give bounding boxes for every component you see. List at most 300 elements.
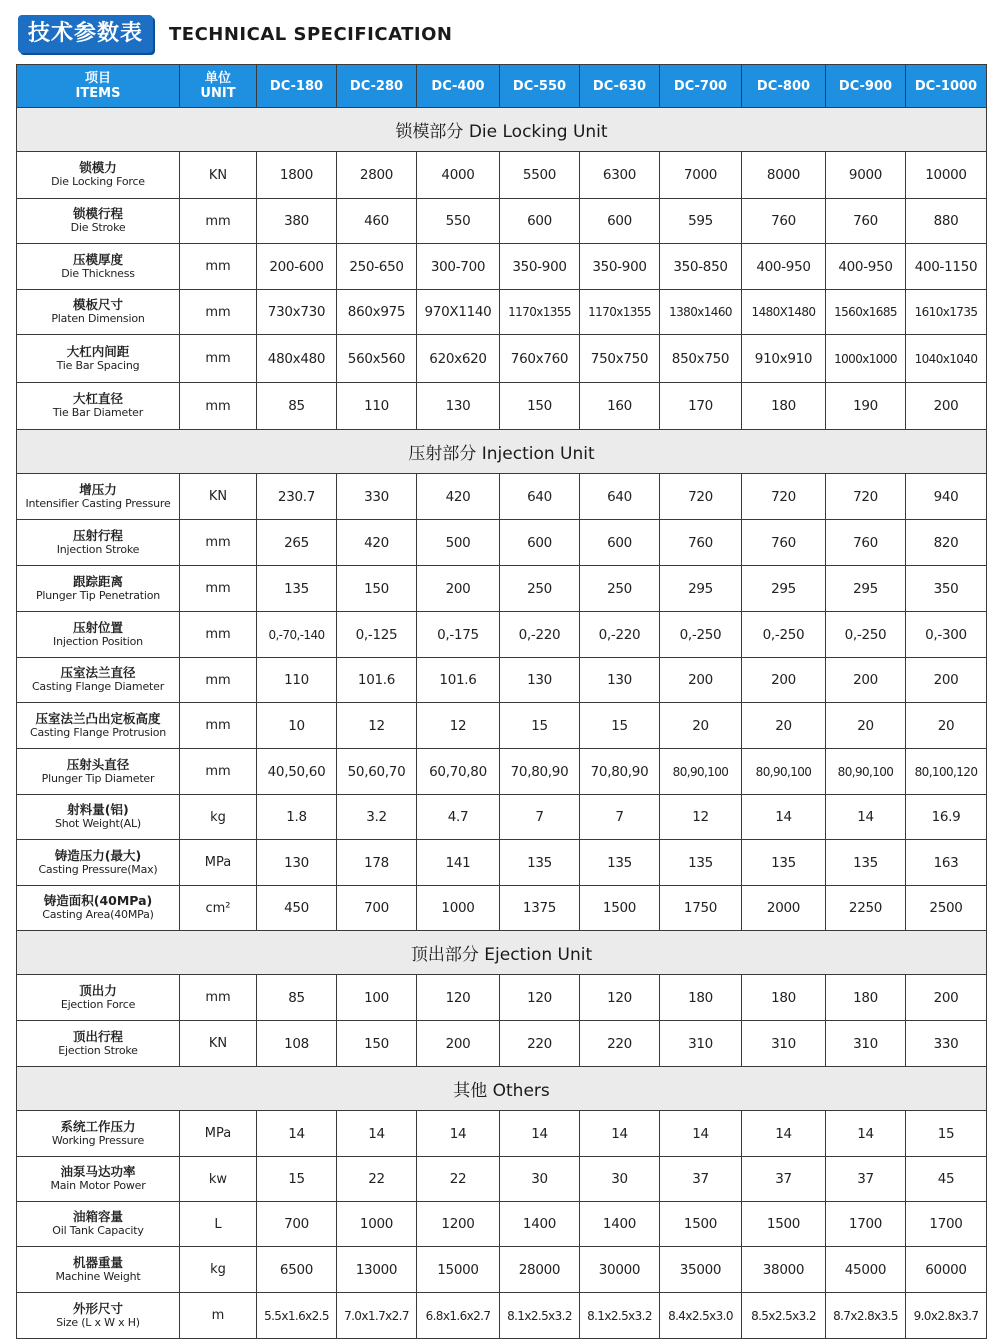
value-cell: 0,-125 (337, 612, 417, 658)
value-cell: 12 (417, 703, 500, 749)
value-cell: 2500 (906, 886, 987, 931)
model-header: DC-700 (660, 65, 742, 108)
value-cell: 640 (500, 474, 580, 520)
value-cell: 14 (826, 1111, 906, 1157)
table-row (17, 1111, 987, 1157)
value-cell: 6.8x1.6x2.7 (417, 1293, 500, 1339)
item-cell (17, 199, 180, 244)
value-cell: 2000 (742, 886, 826, 931)
item-cell (17, 152, 180, 199)
value-cell: 0,-175 (417, 612, 500, 658)
value-cell: 30 (580, 1157, 660, 1202)
value-cell: 4000 (417, 152, 500, 199)
item-name-cn: 机器重量 (72, 1254, 123, 1270)
value-cell: 15 (906, 1111, 987, 1157)
value-cell: 1000 (337, 1202, 417, 1247)
value-cell: 30000 (580, 1247, 660, 1293)
item-cell (17, 1247, 180, 1293)
model-header: DC-900 (826, 65, 906, 108)
table-row (17, 244, 987, 290)
item-name-cn: 跟踪距离 (72, 573, 123, 589)
section-title: 压射部分 Injection Unit (17, 430, 987, 474)
value-cell: 135 (826, 840, 906, 886)
spec-table-body (17, 108, 987, 1339)
value-cell: 160 (580, 383, 660, 430)
item-name-cn: 压室法兰直径 (60, 665, 136, 680)
value-cell: 480x480 (257, 335, 337, 383)
item-name-en: Working Pressure (51, 1133, 145, 1147)
value-cell: 620x620 (417, 335, 500, 383)
value-cell: 9.0x2.8x3.7 (906, 1293, 987, 1339)
value-cell: 200 (906, 975, 987, 1021)
table-row (17, 1202, 987, 1247)
value-cell: 1500 (580, 886, 660, 931)
value-cell: 170 (660, 383, 742, 430)
item-name-cn: 增压力 (79, 481, 117, 497)
value-cell: 850x750 (660, 335, 742, 383)
value-cell: 720 (826, 474, 906, 520)
value-cell: 1800 (257, 152, 337, 199)
value-cell: 110 (337, 383, 417, 430)
value-cell: 163 (906, 840, 987, 886)
unit-header: 单位 UNIT (180, 65, 257, 108)
value-cell: 13000 (337, 1247, 417, 1293)
value-cell: 220 (500, 1021, 580, 1067)
value-cell: 310 (742, 1021, 826, 1067)
value-cell: 450 (257, 886, 337, 931)
value-cell: 860x975 (337, 290, 417, 335)
table-row (17, 290, 987, 335)
item-name-en: Plunger Tip Penetration (35, 588, 161, 602)
item-name-cn: 射料量(铝) (67, 802, 129, 817)
value-cell: 500 (417, 520, 500, 566)
value-cell: 2250 (826, 886, 906, 931)
value-cell: 120 (417, 975, 500, 1021)
value-cell: 15 (580, 703, 660, 749)
item-cell (17, 383, 180, 430)
item-cell (17, 1293, 180, 1339)
value-cell: 310 (826, 1021, 906, 1067)
value-cell: 0,-220 (500, 612, 580, 658)
value-cell: 460 (337, 199, 417, 244)
model-header: DC-550 (500, 65, 580, 108)
unit-cell: kg (180, 795, 257, 840)
value-cell: 300-700 (417, 244, 500, 290)
value-cell: 22 (417, 1157, 500, 1202)
value-cell: 135 (742, 840, 826, 886)
item-name-cn: 铸造压力(最大) (54, 847, 142, 863)
item-cell (17, 975, 180, 1021)
value-cell: 230.7 (257, 474, 337, 520)
value-cell: 400-950 (826, 244, 906, 290)
value-cell: 85 (257, 383, 337, 430)
item-name-cn: 铸造面积(40MPa) (43, 893, 153, 908)
value-cell: 130 (500, 658, 580, 703)
value-cell: 20 (826, 703, 906, 749)
value-cell: 200 (417, 566, 500, 612)
value-cell: 250-650 (337, 244, 417, 290)
value-cell: 14 (500, 1111, 580, 1157)
value-cell: 14 (337, 1111, 417, 1157)
item-name-en: Die Thickness (61, 266, 135, 280)
value-cell: 1040x1040 (906, 335, 987, 383)
item-name-cn: 油泵马达功率 (60, 1164, 136, 1179)
value-cell: 141 (417, 840, 500, 886)
value-cell: 120 (500, 975, 580, 1021)
value-cell: 7.0x1.7x2.7 (337, 1293, 417, 1339)
unit-cell: mm (180, 383, 257, 430)
value-cell: 80,90,100 (742, 749, 826, 795)
item-cell (17, 795, 180, 840)
item-cell (17, 840, 180, 886)
value-cell: 150 (337, 566, 417, 612)
value-cell: 37 (660, 1157, 742, 1202)
value-cell: 640 (580, 474, 660, 520)
value-cell: 760 (742, 199, 826, 244)
table-row (17, 795, 987, 840)
unit-cell: KN (180, 1021, 257, 1067)
value-cell: 600 (500, 520, 580, 566)
section-title: 其他 Others (17, 1067, 987, 1111)
value-cell: 80,90,100 (660, 749, 742, 795)
value-cell: 420 (417, 474, 500, 520)
value-cell: 700 (257, 1202, 337, 1247)
value-cell: 750x750 (580, 335, 660, 383)
value-cell: 130 (257, 840, 337, 886)
value-cell: 720 (660, 474, 742, 520)
item-cell (17, 886, 180, 931)
value-cell: 200 (660, 658, 742, 703)
value-cell: 135 (660, 840, 742, 886)
value-cell: 100 (337, 975, 417, 1021)
item-cell (17, 658, 180, 703)
unit-cell: m (180, 1293, 257, 1339)
value-cell: 970X1140 (417, 290, 500, 335)
item-name-cn: 顶出力 (79, 982, 117, 998)
table-row (17, 840, 987, 886)
item-name-en: Casting Flange Protrusion (29, 725, 167, 739)
value-cell: 200 (826, 658, 906, 703)
value-cell: 1560x1685 (826, 290, 906, 335)
item-name-en: Casting Flange Diameter (31, 680, 165, 693)
item-cell (17, 1111, 180, 1157)
unit-cell: cm² (180, 886, 257, 931)
value-cell: 3.2 (337, 795, 417, 840)
unit-cell: mm (180, 199, 257, 244)
model-header: DC-400 (417, 65, 500, 108)
value-cell: 0,-250 (826, 612, 906, 658)
value-cell: 60,70,80 (417, 749, 500, 795)
value-cell: 12 (660, 795, 742, 840)
value-cell: 10000 (906, 152, 987, 199)
section-title: 锁模部分 Die Locking Unit (17, 108, 987, 152)
value-cell: 4.7 (417, 795, 500, 840)
value-cell: 200 (906, 383, 987, 430)
value-cell: 0,-250 (742, 612, 826, 658)
item-cell (17, 290, 180, 335)
value-cell: 200 (417, 1021, 500, 1067)
value-cell: 15000 (417, 1247, 500, 1293)
value-cell: 15 (257, 1157, 337, 1202)
value-cell: 550 (417, 199, 500, 244)
unit-cell: KN (180, 152, 257, 199)
value-cell: 37 (826, 1157, 906, 1202)
value-cell: 130 (580, 658, 660, 703)
value-cell: 1700 (906, 1202, 987, 1247)
value-cell: 37 (742, 1157, 826, 1202)
value-cell: 10 (257, 703, 337, 749)
item-cell (17, 566, 180, 612)
value-cell: 0,-300 (906, 612, 987, 658)
page-title: TECHNICAL SPECIFICATION (169, 23, 453, 45)
value-cell: 1200 (417, 1202, 500, 1247)
value-cell: 265 (257, 520, 337, 566)
model-header: DC-1000 (906, 65, 987, 108)
value-cell: 150 (337, 1021, 417, 1067)
item-name-cn: 油箱容量 (72, 1209, 123, 1224)
value-cell: 38000 (742, 1247, 826, 1293)
value-cell: 5500 (500, 152, 580, 199)
value-cell: 1500 (742, 1202, 826, 1247)
value-cell: 600 (500, 199, 580, 244)
value-cell: 600 (580, 199, 660, 244)
value-cell: 8.1x2.5x3.2 (580, 1293, 660, 1339)
value-cell: 12 (337, 703, 417, 749)
unit-cell: mm (180, 244, 257, 290)
item-name-en: Ejection Force (60, 997, 136, 1011)
item-name-cn: 锁模行程 (72, 206, 123, 221)
value-cell: 5.5x1.6x2.5 (257, 1293, 337, 1339)
value-cell: 101.6 (337, 658, 417, 703)
value-cell: 200-600 (257, 244, 337, 290)
item-name-en: Injection Position (53, 634, 143, 648)
value-cell: 45 (906, 1157, 987, 1202)
value-cell: 178 (337, 840, 417, 886)
value-cell: 1480X1480 (742, 290, 826, 335)
value-cell: 600 (580, 520, 660, 566)
value-cell: 14 (257, 1111, 337, 1157)
value-cell: 40,50,60 (257, 749, 337, 795)
section-row (17, 108, 987, 152)
item-cell (17, 1021, 180, 1067)
value-cell: 910x910 (742, 335, 826, 383)
item-name-en: Main Motor Power (50, 1179, 146, 1192)
unit-cell: mm (180, 703, 257, 749)
item-name-cn: 大杠内间距 (66, 343, 130, 359)
value-cell: 14 (742, 795, 826, 840)
item-name-cn: 锁模力 (79, 160, 117, 175)
item-name-cn: 压模厚度 (72, 251, 123, 267)
unit-cell: kw (180, 1157, 257, 1202)
unit-cell: mm (180, 520, 257, 566)
item-name-cn: 外形尺寸 (72, 1300, 123, 1316)
item-name-en: Intensifier Casting Pressure (25, 496, 171, 510)
value-cell: 14 (417, 1111, 500, 1157)
value-cell: 45000 (826, 1247, 906, 1293)
value-cell: 1.8 (257, 795, 337, 840)
item-cell (17, 749, 180, 795)
value-cell: 1375 (500, 886, 580, 931)
item-cell (17, 244, 180, 290)
value-cell: 16.9 (906, 795, 987, 840)
value-cell: 350 (906, 566, 987, 612)
value-cell: 9000 (826, 152, 906, 199)
value-cell: 350-850 (660, 244, 742, 290)
value-cell: 720 (742, 474, 826, 520)
value-cell: 1610x1735 (906, 290, 987, 335)
value-cell: 0,-70,-140 (257, 612, 337, 658)
value-cell: 1700 (826, 1202, 906, 1247)
value-cell: 108 (257, 1021, 337, 1067)
item-name-cn: 压室法兰凸出定板高度 (35, 710, 161, 726)
value-cell: 380 (257, 199, 337, 244)
value-cell: 120 (580, 975, 660, 1021)
spec-table (16, 64, 987, 1339)
table-row (17, 335, 987, 383)
unit-cell: mm (180, 335, 257, 383)
value-cell: 295 (826, 566, 906, 612)
value-cell: 730x730 (257, 290, 337, 335)
value-cell: 700 (337, 886, 417, 931)
item-name-cn: 压射行程 (72, 527, 123, 543)
item-cell (17, 703, 180, 749)
item-name-en: Platen Dimension (51, 312, 145, 325)
item-name-cn: 模板尺寸 (72, 297, 123, 312)
table-row (17, 1247, 987, 1293)
unit-cell: mm (180, 975, 257, 1021)
value-cell: 400-1150 (906, 244, 987, 290)
value-cell: 6300 (580, 152, 660, 199)
value-cell: 1170x1355 (500, 290, 580, 335)
value-cell: 20 (660, 703, 742, 749)
item-name-cn: 大杠直径 (72, 391, 123, 406)
table-row (17, 1021, 987, 1067)
value-cell: 595 (660, 199, 742, 244)
value-cell: 130 (417, 383, 500, 430)
item-name-en: Plunger Tip Diameter (41, 771, 155, 785)
item-name-en: Ejection Stroke (58, 1043, 138, 1057)
item-cell (17, 474, 180, 520)
value-cell: 1750 (660, 886, 742, 931)
value-cell: 20 (906, 703, 987, 749)
value-cell: 8000 (742, 152, 826, 199)
unit-cell: kg (180, 1247, 257, 1293)
value-cell: 820 (906, 520, 987, 566)
value-cell: 50,60,70 (337, 749, 417, 795)
value-cell: 22 (337, 1157, 417, 1202)
section-row (17, 931, 987, 975)
value-cell: 14 (660, 1111, 742, 1157)
item-cell (17, 1157, 180, 1202)
model-header: DC-800 (742, 65, 826, 108)
unit-cell: mm (180, 290, 257, 335)
section-row (17, 430, 987, 474)
value-cell: 80,100,120 (906, 749, 987, 795)
value-cell: 20 (742, 703, 826, 749)
table-row (17, 1157, 987, 1202)
value-cell: 180 (742, 975, 826, 1021)
value-cell: 880 (906, 199, 987, 244)
value-cell: 1170x1355 (580, 290, 660, 335)
unit-cell: L (180, 1202, 257, 1247)
value-cell: 760x760 (500, 335, 580, 383)
unit-cell: mm (180, 749, 257, 795)
unit-cell: mm (180, 612, 257, 658)
value-cell: 200 (742, 658, 826, 703)
value-cell: 8.5x2.5x3.2 (742, 1293, 826, 1339)
item-name-en: Die Stroke (70, 221, 126, 234)
value-cell: 420 (337, 520, 417, 566)
value-cell: 28000 (500, 1247, 580, 1293)
item-name-en: Oil Tank Capacity (52, 1224, 144, 1237)
unit-cell: mm (180, 566, 257, 612)
value-cell: 180 (742, 383, 826, 430)
value-cell: 85 (257, 975, 337, 1021)
value-cell: 101.6 (417, 658, 500, 703)
value-cell: 14 (826, 795, 906, 840)
item-name-cn: 顶出行程 (72, 1028, 123, 1044)
item-cell (17, 335, 180, 383)
value-cell: 940 (906, 474, 987, 520)
value-cell: 295 (742, 566, 826, 612)
value-cell: 8.1x2.5x3.2 (500, 1293, 580, 1339)
model-header: DC-630 (580, 65, 660, 108)
table-row (17, 1293, 987, 1339)
value-cell: 135 (580, 840, 660, 886)
value-cell: 14 (742, 1111, 826, 1157)
value-cell: 110 (257, 658, 337, 703)
table-row (17, 886, 987, 931)
value-cell: 70,80,90 (500, 749, 580, 795)
item-name-en: Size (L x W x H) (56, 1315, 140, 1329)
item-cell (17, 1202, 180, 1247)
value-cell: 350-900 (500, 244, 580, 290)
value-cell: 250 (500, 566, 580, 612)
table-row (17, 152, 987, 199)
value-cell: 220 (580, 1021, 660, 1067)
value-cell: 7000 (660, 152, 742, 199)
value-cell: 35000 (660, 1247, 742, 1293)
item-name-cn: 压射位置 (72, 619, 123, 635)
value-cell: 6500 (257, 1247, 337, 1293)
table-row (17, 566, 987, 612)
table-row (17, 199, 987, 244)
table-row (17, 474, 987, 520)
value-cell: 80,90,100 (826, 749, 906, 795)
table-row (17, 975, 987, 1021)
value-cell: 190 (826, 383, 906, 430)
item-name-en: Tie Bar Diameter (52, 406, 144, 419)
value-cell: 180 (826, 975, 906, 1021)
unit-cell: MPa (180, 1111, 257, 1157)
value-cell: 1380x1460 (660, 290, 742, 335)
value-cell: 760 (826, 199, 906, 244)
value-cell: 560x560 (337, 335, 417, 383)
value-cell: 150 (500, 383, 580, 430)
table-header-row (17, 65, 987, 108)
value-cell: 180 (660, 975, 742, 1021)
value-cell: 0,-250 (660, 612, 742, 658)
value-cell: 30 (500, 1157, 580, 1202)
value-cell: 7 (500, 795, 580, 840)
item-name-en: Machine Weight (55, 1269, 141, 1283)
value-cell: 200 (906, 658, 987, 703)
item-name-cn: 压射头直径 (66, 756, 130, 772)
unit-cell: KN (180, 474, 257, 520)
value-cell: 1000 (417, 886, 500, 931)
model-header: DC-180 (257, 65, 337, 108)
item-name-en: Injection Stroke (56, 542, 140, 556)
